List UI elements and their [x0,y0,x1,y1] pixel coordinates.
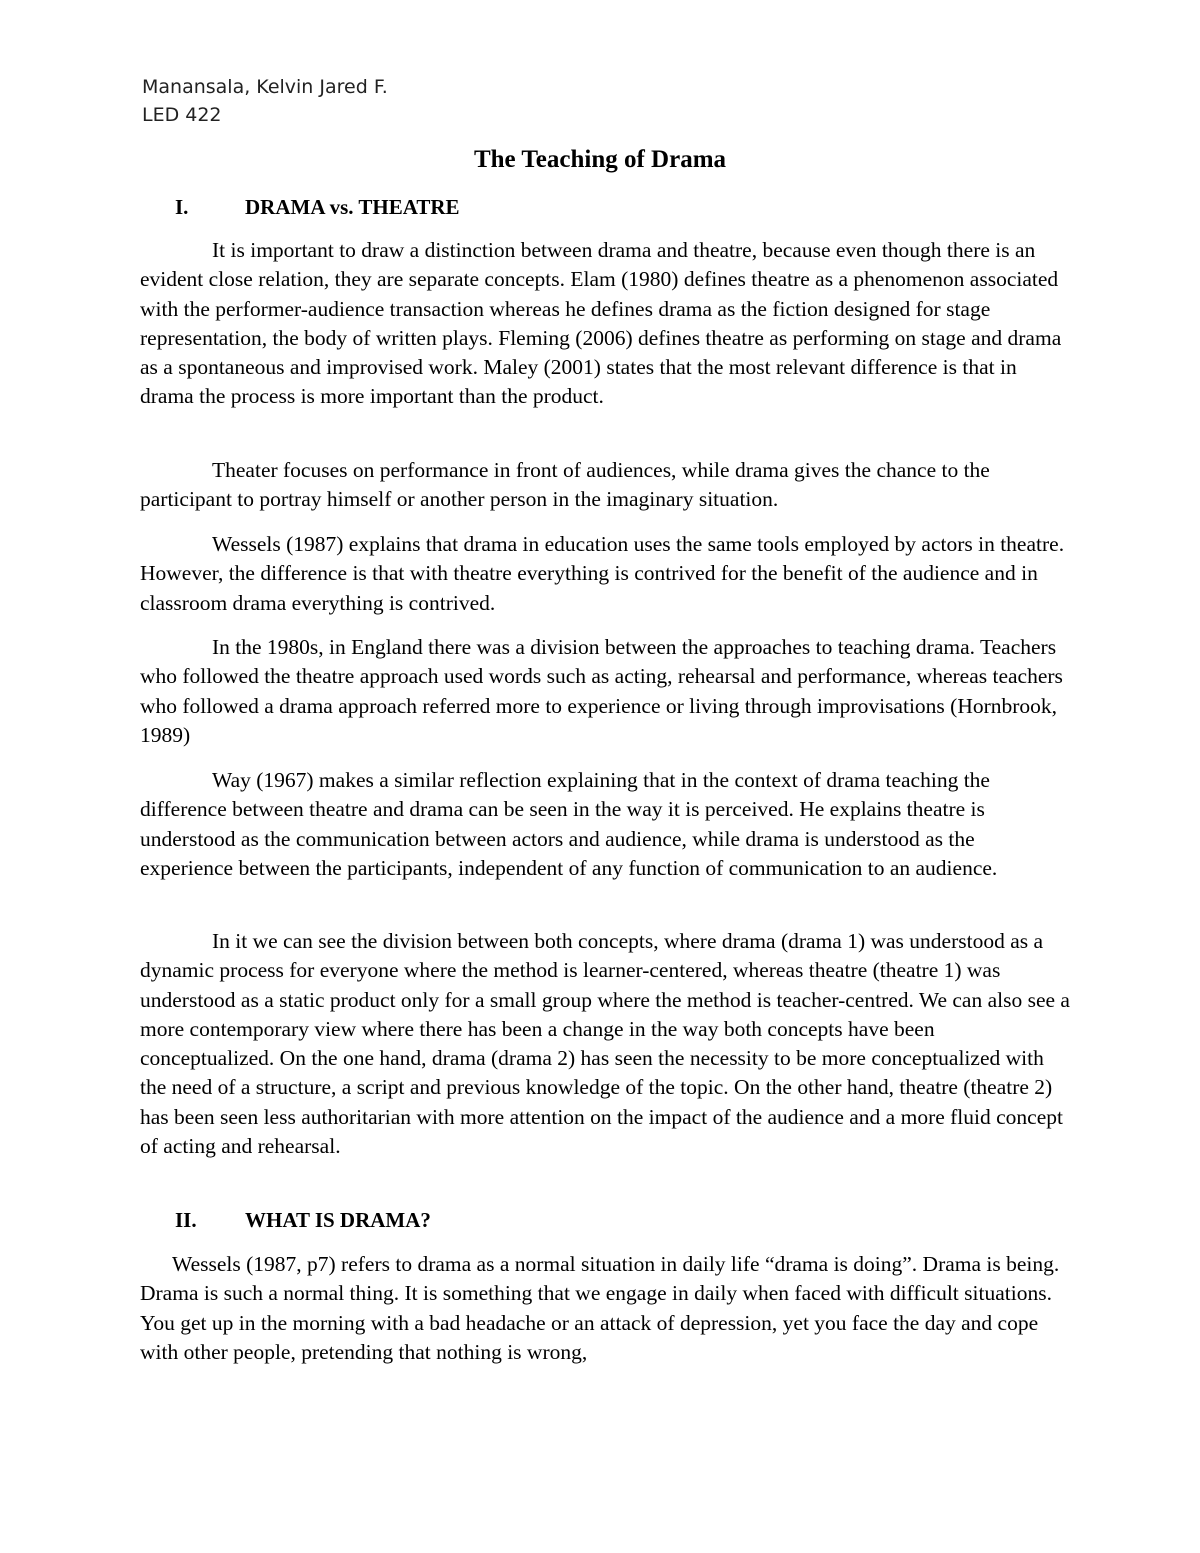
paragraph: Wessels (1987, p7) refers to drama as a normal situation in daily life “drama is doing”. Drama is being. Drama is such a normal thing. It is something that we engage in daily when faced with difficult situations. You get up in the morning with a bad headache or an attack of depression, yet you face the day and cope with other people, pretending that nothing is wrong, [140,1252,1060,1364]
paragraph: It is important to draw a distinction between drama and theatre, because even though there is an evident close relation, they are separate concepts. Elam (1980) defines theatre as a phenomenon associated with the performer-audience transaction whereas he defines drama as the fiction designed for stage representation, the body of written plays. Fleming (2006) defines theatre as performing on stage and drama as a spontaneous and improvised work. Maley (2001) states that the most relevant difference is that in drama the process is more important than the product. [140,238,1062,409]
author-name: Manansala, Kelvin Jared F. [142,76,388,98]
section-number: II. [175,1208,197,1232]
section-title: DRAMA vs. THEATRE [245,195,460,219]
paragraph: In the 1980s, in England there was a division between the approaches to teaching drama. Teachers who followed the theatre approach used words such as acting, rehearsal and performance, whereas teachers who followed a drama approach referred more to experience or living through improvisations (Hornbrook, 1989) [140,635,1063,747]
section-number: I. [175,195,189,219]
paragraph: In it we can see the division between both concepts, where drama (drama 1) was understood as a dynamic process for everyone where the method is learner-centered, whereas theatre (theatre 1) was understood as a static product only for a small group where the method is teacher-centred. We can also see a more contemporary view where there has been a change in the way both concepts have been conceptualized. On the one hand, drama (drama 2) has seen the necessity to be more conceptualized with the need of a structure, a script and previous knowledge of the topic. On the other hand, theatre (theatre 2) has been seen less authoritarian with more attention on the impact of the audience and a more fluid concept of acting and rehearsal. [140,929,1070,1159]
paragraph: Theater focuses on performance in front of audiences, while drama gives the chance to the participant to portray himself or another person in the imaginary situation. [140,458,990,512]
paragraph: Wessels (1987) explains that drama in education uses the same tools employed by actors in theatre. However, the difference is that with theatre everything is contrived for the benefit of the audience and in classroom drama everything is contrived. [140,532,1065,615]
section-title: WHAT IS DRAMA? [245,1208,431,1232]
paragraph: Way (1967) makes a similar reflection explaining that in the context of drama teaching the difference between theatre and drama can be seen in the way it is perceived. He explains theatre is understood as the communication between actors and audience, while drama is understood as the experience between the participants, independent of any function of communication to an audience. [140,768,998,880]
course-code: LED 422 [142,104,222,126]
document-title: The Teaching of Drama [473,146,727,173]
